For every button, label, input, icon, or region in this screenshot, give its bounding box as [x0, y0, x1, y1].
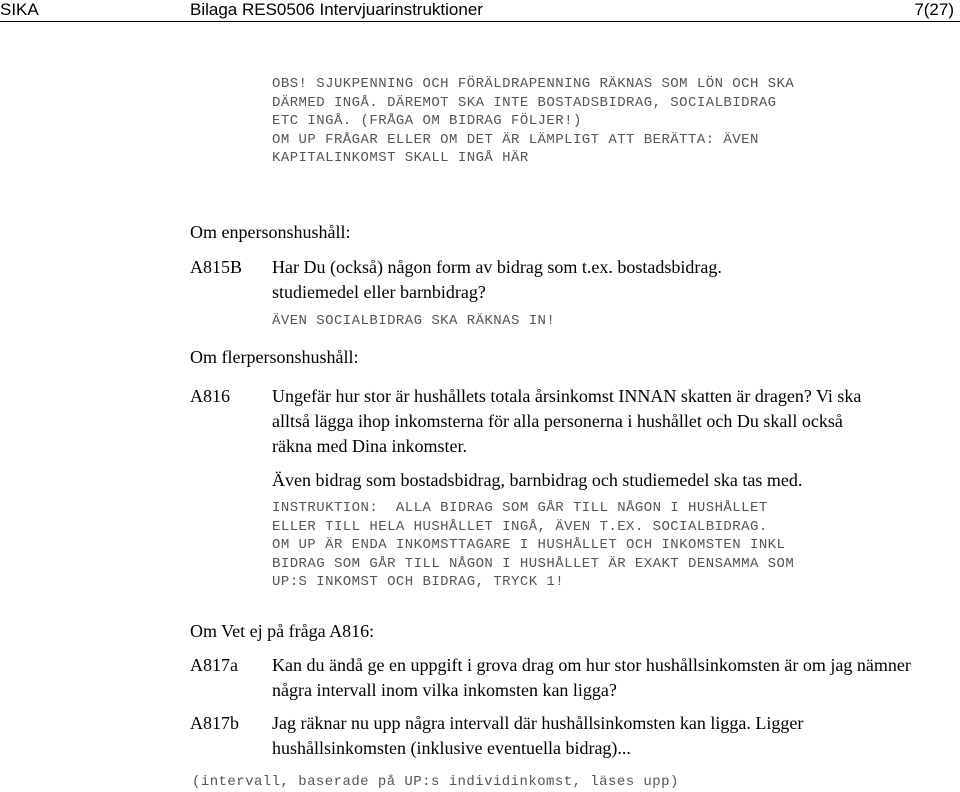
multi-household-heading: Om flerpersonshushåll:	[190, 347, 359, 367]
question-code-a817b: A817b	[190, 713, 239, 733]
interval-footer-note: (intervall, baserade på UP:s individinkomst, läses upp)	[192, 774, 679, 790]
question-code-a815b: A815B	[190, 257, 243, 277]
instruction-a815b: ÄVEN SOCIALBIDRAG SKA RÄKNAS IN!	[272, 313, 556, 329]
question-a816-note: Även bidrag som bostadsbidrag, barnbidrag och studiemedel ska tas med.	[272, 470, 803, 490]
single-household-heading: Om enpersonshushåll:	[190, 222, 351, 242]
obs-instruction: OBS! SJUKPENNING OCH FÖRÄLDRAPENNING RÄKNAS SOM LÖN OCH SKA DÄRMED INGÅ. DÄREMOT SKA INTE BOSTADSBIDRAG, SOCIALBIDRAG ETC INGÅ. (FRÅGA OM BIDRAG FÖLJER!) OM UP FRÅGAR ELLER OM DET ÄR LÄMPLIGT ATT BERÄTTA: ÄVEN KAPITALINKOMST SKALL INGÅ HÄR	[272, 76, 795, 166]
instruction-a816: INSTRUKTION: ALLA BIDRAG SOM GÅR TILL NÅGON I HUSHÅLLET ELLER TILL HELA HUSHÅLLET INGÅ, ÄVEN T.EX. SOCIALBIDRAG. OM UP ÄR ENDA INKOMSTTAGARE I HUSHÅLLET OCH INKOMSTEN INKL BIDRAG SOM GÅR TILL NÅGON I HUSHÅLLET ÄR EXAKT DENSAMMA SOM UP:S INKOMST OCH BIDRAG, TRYCK 1!	[272, 500, 795, 590]
question-code-a816: A816	[190, 386, 230, 406]
question-a816-text: Ungefär hur stor är hushållets totala årsinkomst INNAN skatten är dragen? Vi ska alltså lägga ihop inkomsterna för alla personerna i hushållet och Du skall också räkna med Dina inkomster.	[272, 386, 862, 456]
header-title: Bilaga RES0506 Intervjuarinstruktioner	[190, 0, 483, 19]
header-rule	[0, 21, 960, 22]
question-a815b-line1: Har Du (också) någon form av bidrag som t.ex. bostadsbidrag.	[272, 257, 722, 277]
header-page-number: 7(27)	[914, 0, 954, 19]
question-a817b-text: Jag räknar nu upp några intervall där hushållsinkomsten kan ligga. Ligger hushållsinkomsten (inklusive eventuella bidrag)...	[272, 713, 804, 758]
dont-know-heading: Om Vet ej på fråga A816:	[190, 621, 375, 641]
question-a815b-line2: studiemedel eller barnbidrag?	[272, 282, 486, 302]
question-code-a817a: A817a	[190, 655, 238, 675]
question-a817a-text: Kan du ändå ge en uppgift i grova drag om hur stor hushållsinkomsten är om jag nämner några intervall inom vilka inkomsten kan ligga?	[272, 655, 911, 700]
header-org: SIKA	[0, 0, 39, 19]
